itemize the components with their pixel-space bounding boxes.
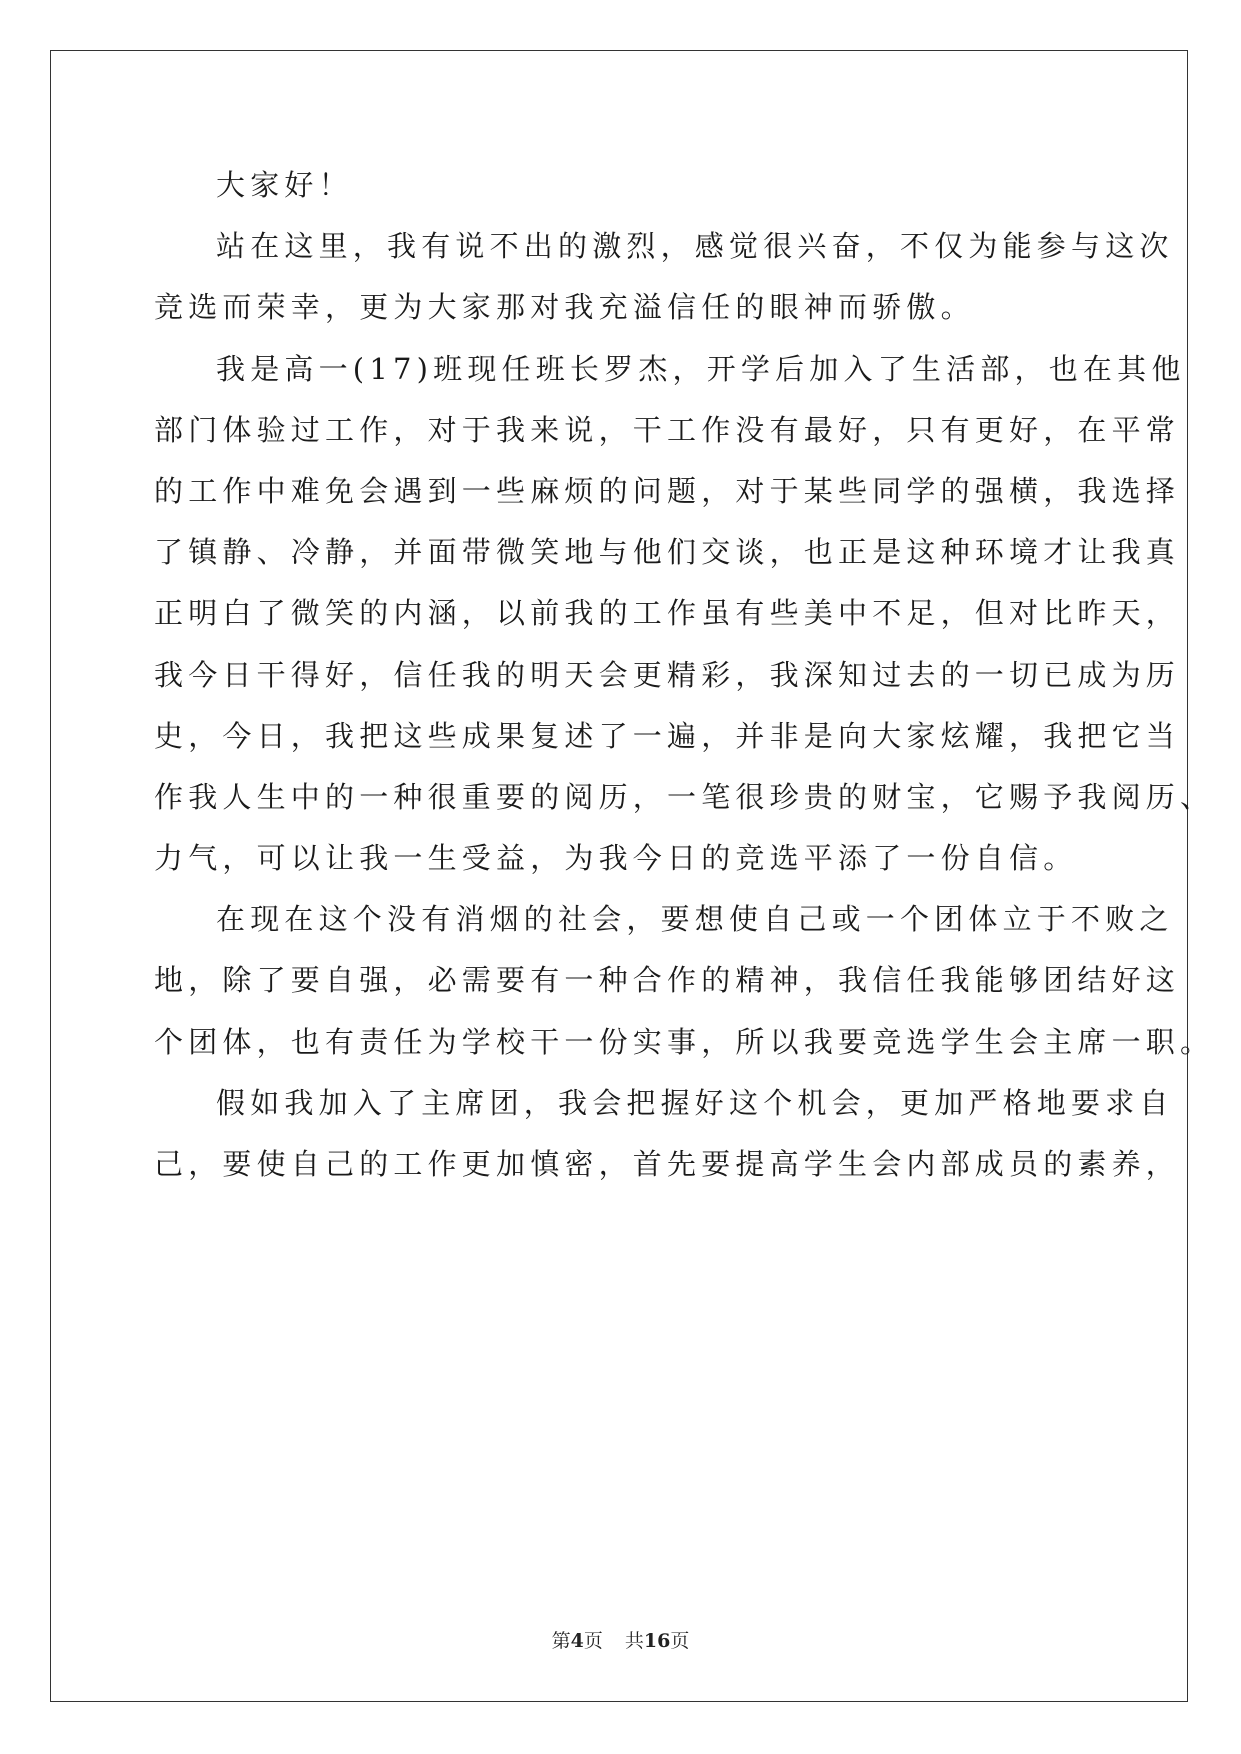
text-line: 在现在这个没有消烟的社会，要想使自己或一个团体立于不败之 — [216, 902, 1174, 937]
text-line: 了镇静、冷静，并面带微笑地与他们交谈，也正是这种环境才让我真 — [154, 535, 1181, 570]
footer-page-suffix: 页 — [583, 1630, 603, 1652]
text-line: 个团体，也有责任为学校干一份实事，所以我要竞选学生会主席一职。 — [154, 1024, 1215, 1059]
text-line: 力气，可以让我一生受益，为我今日的竞选平添了一份自信。 — [154, 841, 1078, 876]
text-line: 竞选而荣幸，更为大家那对我充溢信任的眼神而骄傲。 — [154, 290, 975, 325]
text-line: 站在这里，我有说不出的激烈，感觉很兴奋，不仅为能参与这次 — [216, 229, 1174, 264]
text-line: 大家好！ — [216, 168, 353, 202]
footer-page-number: 4 — [570, 1630, 584, 1652]
footer-total-suffix: 页 — [670, 1630, 690, 1652]
text-line: 部门体验过工作，对于我来说，干工作没有最好，只有更好，在平常 — [154, 412, 1181, 447]
text-line: 正明白了微笑的内涵，以前我的工作虽有些美中不足，但对比昨天， — [154, 596, 1181, 631]
text-line: 己，要使自己的工作更加慎密，首先要提高学生会内部成员的素养， — [154, 1147, 1181, 1181]
page-footer — [0, 1629, 1241, 1653]
text-line: 假如我加入了主席团，我会把握好这个机会，更加严格地要求自 — [216, 1085, 1174, 1120]
text-line: 的工作中难免会遇到一些麻烦的问题，对于某些同学的强横，我选择 — [154, 473, 1181, 508]
footer-total-pages: 16 — [643, 1630, 671, 1652]
document-body — [154, 164, 1215, 1204]
text-line: 我是高一(17)班现任班长罗杰，开学后加入了生活部，也在其他 — [216, 351, 1186, 386]
text-line: 我今日干得好，信任我的明天会更精彩，我深知过去的一切已成为历 — [154, 657, 1181, 692]
text-line: 史，今日，我把这些成果复述了一遍，并非是向大家炫耀，我把它当 — [154, 718, 1181, 753]
footer-page-prefix: 第 — [551, 1630, 571, 1652]
text-line: 作我人生中的一种很重要的阅历，一笔很珍贵的财宝，它赐予我阅历、 — [154, 779, 1215, 814]
footer-total-prefix: 共 — [624, 1630, 644, 1652]
text-line: 地，除了要自强，必需要有一种合作的精神，我信任我能够团结好这 — [154, 963, 1181, 998]
